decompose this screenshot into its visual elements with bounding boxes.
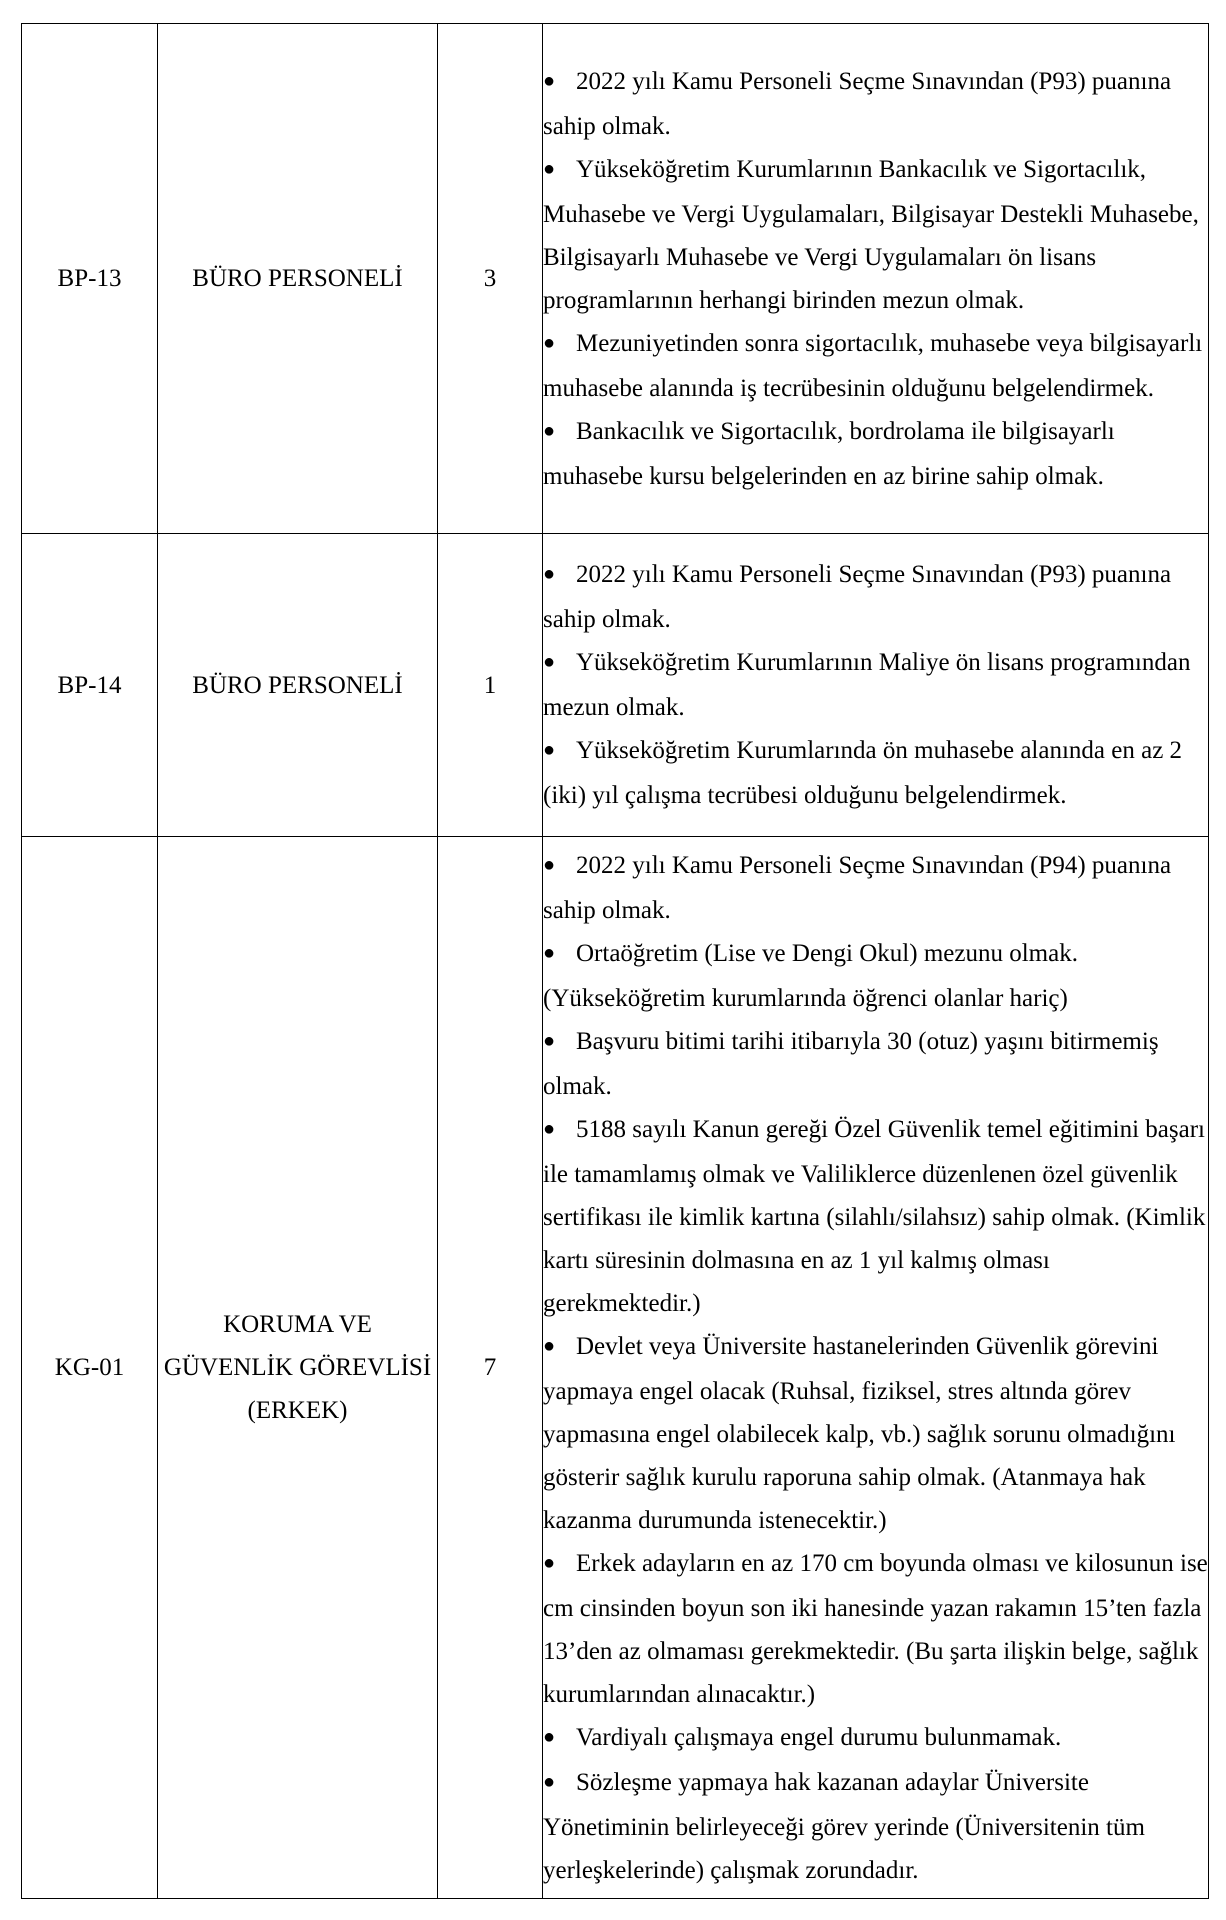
table-row [22,534,1209,837]
requirement-text: Bankacılık ve Sigortacılık, bordrolama ile bilgisayarlı muhasebe kursu belgelerinden en az birine sahip olmak. [543,417,1115,490]
requirement-item [543,60,1208,148]
bullet-icon: ● [543,651,556,673]
bullet-icon: ● [543,563,556,585]
requirements-cell [543,534,1209,837]
bullet-icon: ● [543,1725,556,1748]
requirement-text: Yükseköğretim Kurumlarının Maliye ön lisans programından mezun olmak. [543,649,1191,721]
requirement-text: 5188 sayılı Kanun gereği Özel Güvenlik temel eğitimini başarı ile tamamlamış olmak ve Valiliklerce düzenlenen özel güvenlik sertifikası ile kimlik kartına (silahlı/silahsız) sahip olmak. (Kimlik kartı süresinin dolmasına en az 1 yıl kalmış olması gerekmektedir.) [543,1115,1206,1317]
requirement-text: 2022 yılı Kamu Personeli Seçme Sınavından (P94) puanına sahip olmak. [543,851,1172,924]
bullet-icon: ● [543,853,556,876]
table-row [22,24,1209,534]
requirement-item [543,553,1208,641]
bullet-icon: ● [543,1334,556,1357]
requirement-text: Mezuniyetinden sonra sigortacılık, muhasebe veya bilgisayarlı muhasebe alanında iş tecrübesinin olduğunu belgelendirmek. [543,329,1203,402]
requirement-text: Yükseköğretim Kurumlarında ön muhasebe alanında en az 2 (iki) yıl çalışma tecrübesi olduğunu belgelendirmek. [543,737,1183,809]
bullet-icon: ● [543,69,556,92]
bullet-icon: ● [543,419,556,442]
requirement-item [543,322,1208,410]
position-count: 3 [438,24,543,534]
position-code: BP-13 [22,24,158,534]
positions-table [21,23,1209,1899]
requirement-item [543,410,1208,498]
requirement-item [543,1716,1208,1761]
requirement-item [543,1020,1208,1108]
position-code: BP-14 [22,534,158,837]
requirement-text: Devlet veya Üniversite hastanelerinden Güvenlik görevini yapmaya engel olacak (Ruhsal, fiziksel, stres altında görev yapmasına engel olabilecek kalp, vb.) sağlık sorunu olmadığını gösterir sağlık kurulu raporuna sahip olmak. (Atanmaya hak kazanma durumunda istenecektir.) [543,1332,1176,1534]
requirement-item [543,1325,1208,1542]
requirement-text: Erkek adayların en az 170 cm boyunda olması ve kilosunun ise cm cinsinden boyun son iki hanesinde yazan rakamın 15’ten fazla 13’den az olmaması gerekmektedir. (Bu şarta ilişkin belge, sağlık kurumlarından alınacaktır.) [543,1549,1208,1708]
bullet-icon: ● [543,331,556,354]
requirement-item [543,641,1208,729]
bullet-icon: ● [543,1770,556,1793]
bullet-icon: ● [543,1029,556,1052]
requirements-cell [543,24,1209,534]
requirement-text: Sözleşme yapmaya hak kazanan adaylar Üniversite Yönetiminin belirleyeceği görev yerinde (Üniversitenin tüm yerleşkelerinde) çalışmak zorundadır. [543,1768,1145,1884]
position-title: BÜRO PERSONELİ [158,24,438,534]
position-title: BÜRO PERSONELİ [158,534,438,837]
requirement-item [543,844,1208,932]
table-row [22,837,1209,1899]
requirement-item [543,1108,1208,1325]
requirement-item [543,1542,1208,1716]
bullet-icon: ● [543,157,556,180]
requirement-item [543,729,1208,817]
position-count: 7 [438,837,543,1899]
bullet-icon: ● [543,1117,556,1140]
requirement-text: Yükseköğretim Kurumlarının Bankacılık ve Sigortacılık, Muhasebe ve Vergi Uygulamaları, Bilgisayar Destekli Muhasebe, Bilgisayarlı Muhasebe ve Vergi Uygulamaları ön lisans programlarının herhangi birinden mezun olmak. [543,155,1199,314]
position-count: 1 [438,534,543,837]
position-code: KG-01 [22,837,158,1899]
requirement-item [543,932,1208,1020]
bullet-icon: ● [543,941,556,964]
position-title: KORUMA VE GÜVENLİK GÖREVLİSİ (ERKEK) [158,837,438,1899]
requirement-item [543,1761,1208,1892]
requirement-text: 2022 yılı Kamu Personeli Seçme Sınavından (P93) puanına sahip olmak. [543,561,1172,633]
requirement-text: Ortaöğretim (Lise ve Dengi Okul) mezunu olmak. (Yükseköğretim kurumlarında öğrenci olanlar hariç) [543,939,1078,1012]
requirement-text: Başvuru bitimi tarihi itibarıyla 30 (otuz) yaşını bitirmemiş olmak. [543,1027,1159,1100]
requirement-text: 2022 yılı Kamu Personeli Seçme Sınavından (P93) puanına sahip olmak. [543,67,1172,140]
requirements-cell [543,837,1209,1899]
requirement-text: Vardiyalı çalışmaya engel durumu bulunmamak. [576,1723,1062,1751]
bullet-icon: ● [543,1551,556,1574]
bullet-icon: ● [543,739,556,761]
requirement-item [543,148,1208,322]
